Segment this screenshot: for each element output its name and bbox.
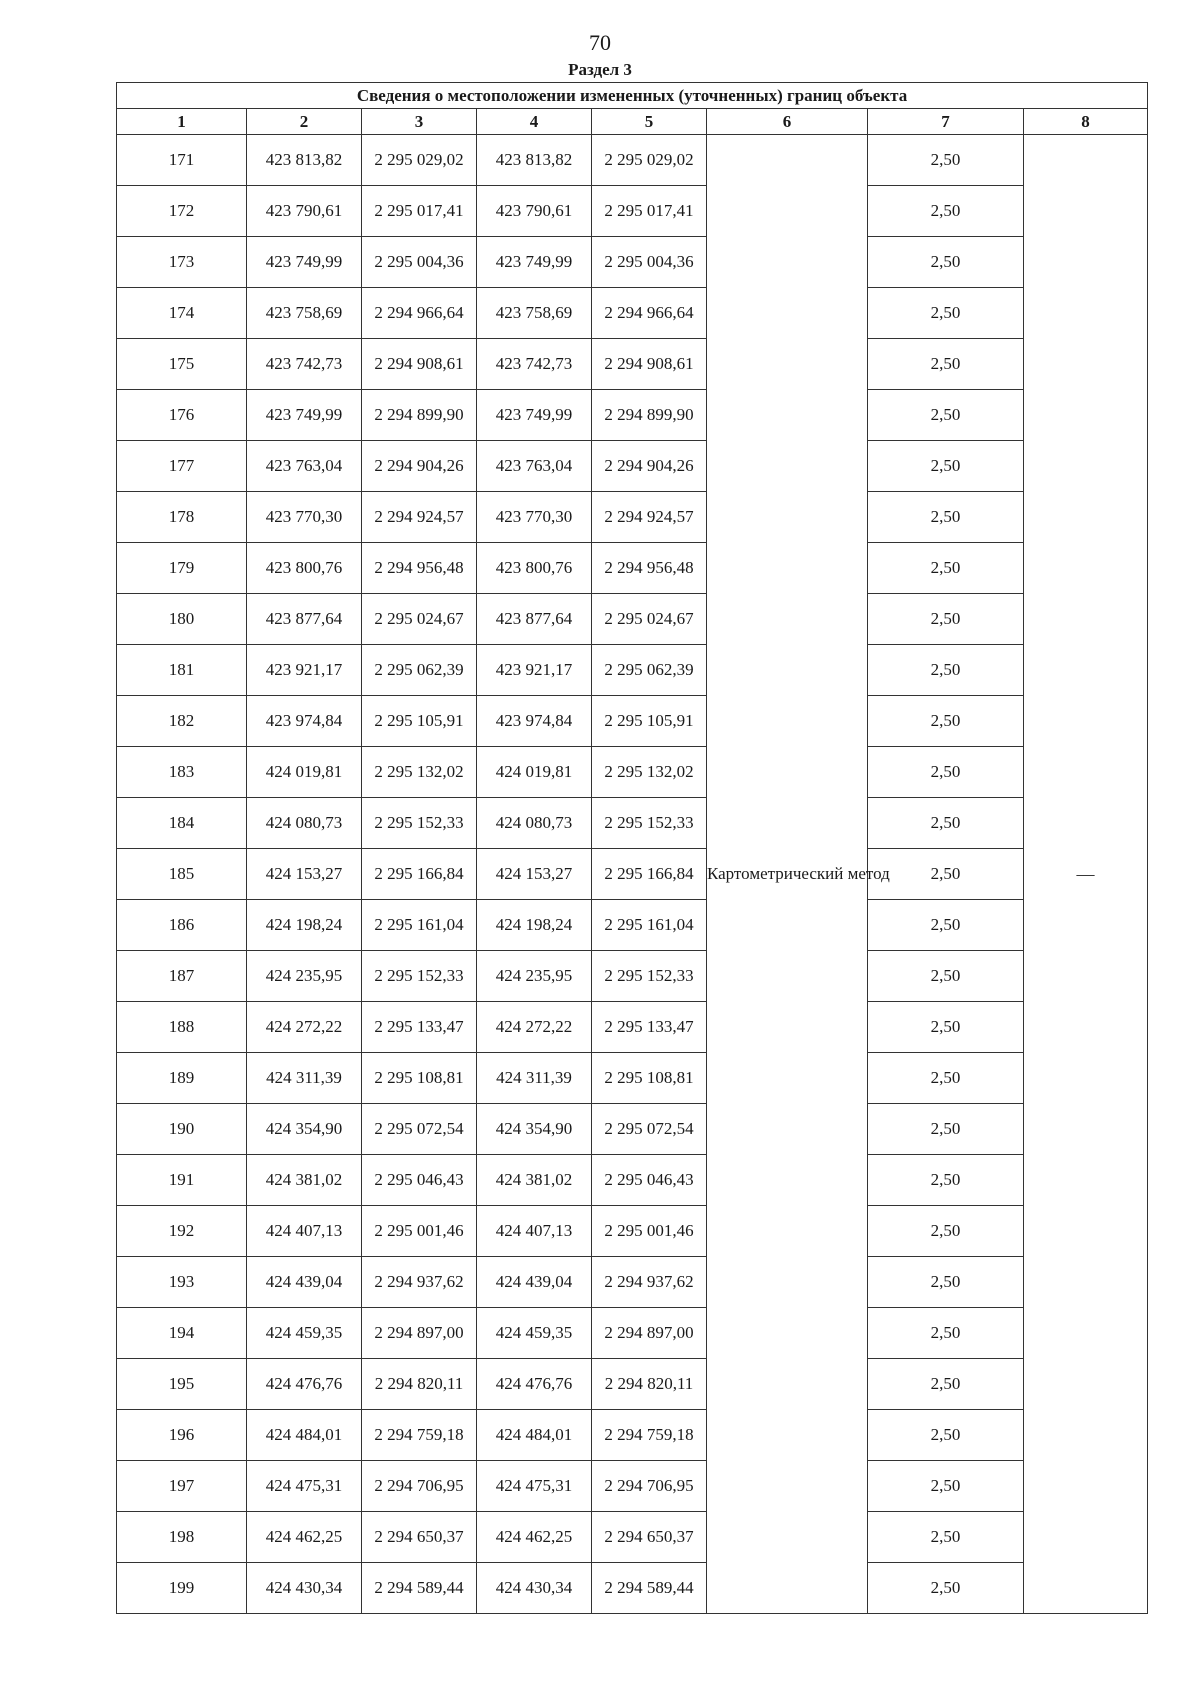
table-row — [117, 1512, 1148, 1563]
y-coordinate-cell: 2 295 072,54 — [362, 1104, 477, 1155]
x-coordinate-cell: 423 742,73 — [477, 339, 592, 390]
point-number-cell: 171 — [117, 135, 247, 186]
y-coordinate-cell: 2 295 046,43 — [592, 1155, 707, 1206]
point-number-cell: 191 — [117, 1155, 247, 1206]
column-header: 5 — [592, 109, 707, 135]
accuracy-cell: 2,50 — [868, 594, 1024, 645]
accuracy-cell: 2,50 — [868, 1104, 1024, 1155]
point-number-cell: 192 — [117, 1206, 247, 1257]
table-row — [117, 1053, 1148, 1104]
y-coordinate-cell: 2 295 024,67 — [592, 594, 707, 645]
y-coordinate-cell: 2 294 924,57 — [362, 492, 477, 543]
accuracy-cell: 2,50 — [868, 186, 1024, 237]
y-coordinate-cell: 2 295 166,84 — [362, 849, 477, 900]
x-coordinate-cell: 423 974,84 — [247, 696, 362, 747]
y-coordinate-cell: 2 294 904,26 — [592, 441, 707, 492]
table-row — [117, 849, 1148, 900]
point-number-cell: 194 — [117, 1308, 247, 1359]
y-coordinate-cell: 2 295 017,41 — [362, 186, 477, 237]
x-coordinate-cell: 423 749,99 — [477, 237, 592, 288]
y-coordinate-cell: 2 294 908,61 — [362, 339, 477, 390]
x-coordinate-cell: 424 459,35 — [477, 1308, 592, 1359]
x-coordinate-cell: 424 198,24 — [247, 900, 362, 951]
table-row — [117, 900, 1148, 951]
x-coordinate-cell: 423 749,99 — [247, 237, 362, 288]
x-coordinate-cell: 424 235,95 — [247, 951, 362, 1002]
y-coordinate-cell: 2 294 966,64 — [592, 288, 707, 339]
point-number-cell: 180 — [117, 594, 247, 645]
x-coordinate-cell: 423 742,73 — [247, 339, 362, 390]
table-row — [117, 237, 1148, 288]
accuracy-cell: 2,50 — [868, 1563, 1024, 1614]
column-header: 1 — [117, 109, 247, 135]
x-coordinate-cell: 424 272,22 — [477, 1002, 592, 1053]
y-coordinate-cell: 2 295 017,41 — [592, 186, 707, 237]
table-row — [117, 1359, 1148, 1410]
accuracy-cell: 2,50 — [868, 696, 1024, 747]
table-row — [117, 1155, 1148, 1206]
table-row — [117, 696, 1148, 747]
point-number-cell: 179 — [117, 543, 247, 594]
table-row — [117, 288, 1148, 339]
accuracy-cell: 2,50 — [868, 1206, 1024, 1257]
x-coordinate-cell: 423 763,04 — [477, 441, 592, 492]
table-caption: Сведения о местоположении измененных (уточненных) границ объекта — [117, 83, 1148, 109]
table-row — [117, 186, 1148, 237]
y-coordinate-cell: 2 295 132,02 — [362, 747, 477, 798]
table-row — [117, 441, 1148, 492]
table-row — [117, 135, 1148, 186]
x-coordinate-cell: 424 272,22 — [247, 1002, 362, 1053]
y-coordinate-cell: 2 294 937,62 — [592, 1257, 707, 1308]
column-header: 2 — [247, 109, 362, 135]
x-coordinate-cell: 423 800,76 — [477, 543, 592, 594]
method-cell: Картометрический метод — [707, 135, 868, 1614]
point-number-cell: 181 — [117, 645, 247, 696]
point-number-cell: 173 — [117, 237, 247, 288]
x-coordinate-cell: 424 476,76 — [477, 1359, 592, 1410]
accuracy-cell: 2,50 — [868, 1002, 1024, 1053]
point-number-cell: 189 — [117, 1053, 247, 1104]
x-coordinate-cell: 423 749,99 — [477, 390, 592, 441]
accuracy-cell: 2,50 — [868, 135, 1024, 186]
accuracy-cell: 2,50 — [868, 1410, 1024, 1461]
point-number-cell: 174 — [117, 288, 247, 339]
y-coordinate-cell: 2 294 956,48 — [592, 543, 707, 594]
accuracy-cell: 2,50 — [868, 1155, 1024, 1206]
x-coordinate-cell: 424 381,02 — [477, 1155, 592, 1206]
y-coordinate-cell: 2 295 152,33 — [362, 951, 477, 1002]
x-coordinate-cell: 424 475,31 — [247, 1461, 362, 1512]
x-coordinate-cell: 424 311,39 — [247, 1053, 362, 1104]
x-coordinate-cell: 424 153,27 — [247, 849, 362, 900]
accuracy-cell: 2,50 — [868, 441, 1024, 492]
column-8-cell: — — [1024, 135, 1148, 1614]
accuracy-cell: 2,50 — [868, 900, 1024, 951]
y-coordinate-cell: 2 295 029,02 — [592, 135, 707, 186]
y-coordinate-cell: 2 295 108,81 — [362, 1053, 477, 1104]
accuracy-cell: 2,50 — [868, 1359, 1024, 1410]
y-coordinate-cell: 2 294 899,90 — [362, 390, 477, 441]
x-coordinate-cell: 423 790,61 — [477, 186, 592, 237]
accuracy-cell: 2,50 — [868, 951, 1024, 1002]
accuracy-cell: 2,50 — [868, 390, 1024, 441]
table-body — [117, 135, 1148, 1614]
x-coordinate-cell: 424 381,02 — [247, 1155, 362, 1206]
table-row — [117, 645, 1148, 696]
x-coordinate-cell: 423 974,84 — [477, 696, 592, 747]
point-number-cell: 190 — [117, 1104, 247, 1155]
accuracy-cell: 2,50 — [868, 798, 1024, 849]
y-coordinate-cell: 2 294 820,11 — [592, 1359, 707, 1410]
table-row — [117, 339, 1148, 390]
x-coordinate-cell: 423 770,30 — [247, 492, 362, 543]
table-row — [117, 1461, 1148, 1512]
x-coordinate-cell: 423 763,04 — [247, 441, 362, 492]
x-coordinate-cell: 423 749,99 — [247, 390, 362, 441]
point-number-cell: 172 — [117, 186, 247, 237]
y-coordinate-cell: 2 295 004,36 — [592, 237, 707, 288]
column-header: 8 — [1024, 109, 1148, 135]
table-row — [117, 1308, 1148, 1359]
accuracy-cell: 2,50 — [868, 645, 1024, 696]
x-coordinate-cell: 424 484,01 — [477, 1410, 592, 1461]
table-row — [117, 951, 1148, 1002]
y-coordinate-cell: 2 295 105,91 — [362, 696, 477, 747]
accuracy-cell: 2,50 — [868, 288, 1024, 339]
x-coordinate-cell: 424 439,04 — [477, 1257, 592, 1308]
table-row — [117, 1257, 1148, 1308]
section-title: Раздел 3 — [568, 60, 632, 79]
point-number-cell: 186 — [117, 900, 247, 951]
x-coordinate-cell: 424 019,81 — [247, 747, 362, 798]
table-row — [117, 492, 1148, 543]
y-coordinate-cell: 2 294 897,00 — [362, 1308, 477, 1359]
accuracy-cell: 2,50 — [868, 1308, 1024, 1359]
accuracy-cell: 2,50 — [868, 1257, 1024, 1308]
y-coordinate-cell: 2 295 161,04 — [362, 900, 477, 951]
x-coordinate-cell: 423 877,64 — [477, 594, 592, 645]
y-coordinate-cell: 2 294 706,95 — [362, 1461, 477, 1512]
column-number-row — [117, 109, 1148, 135]
point-number-cell: 196 — [117, 1410, 247, 1461]
point-number-cell: 177 — [117, 441, 247, 492]
y-coordinate-cell: 2 295 004,36 — [362, 237, 477, 288]
accuracy-cell: 2,50 — [868, 543, 1024, 594]
point-number-cell: 197 — [117, 1461, 247, 1512]
x-coordinate-cell: 424 459,35 — [247, 1308, 362, 1359]
x-coordinate-cell: 424 484,01 — [247, 1410, 362, 1461]
y-coordinate-cell: 2 294 820,11 — [362, 1359, 477, 1410]
y-coordinate-cell: 2 294 937,62 — [362, 1257, 477, 1308]
y-coordinate-cell: 2 295 062,39 — [362, 645, 477, 696]
point-number-cell: 182 — [117, 696, 247, 747]
x-coordinate-cell: 423 770,30 — [477, 492, 592, 543]
point-number-cell: 198 — [117, 1512, 247, 1563]
x-coordinate-cell: 424 462,25 — [247, 1512, 362, 1563]
table-row — [117, 594, 1148, 645]
accuracy-cell: 2,50 — [868, 747, 1024, 798]
x-coordinate-cell: 424 311,39 — [477, 1053, 592, 1104]
point-number-cell: 187 — [117, 951, 247, 1002]
x-coordinate-cell: 424 475,31 — [477, 1461, 592, 1512]
point-number-cell: 184 — [117, 798, 247, 849]
x-coordinate-cell: 424 198,24 — [477, 900, 592, 951]
y-coordinate-cell: 2 294 924,57 — [592, 492, 707, 543]
x-coordinate-cell: 424 430,34 — [247, 1563, 362, 1614]
y-coordinate-cell: 2 294 589,44 — [592, 1563, 707, 1614]
y-coordinate-cell: 2 294 650,37 — [592, 1512, 707, 1563]
accuracy-cell: 2,50 — [868, 849, 1024, 900]
x-coordinate-cell: 424 407,13 — [477, 1206, 592, 1257]
table-row — [117, 798, 1148, 849]
y-coordinate-cell: 2 294 897,00 — [592, 1308, 707, 1359]
x-coordinate-cell: 424 080,73 — [477, 798, 592, 849]
x-coordinate-cell: 423 800,76 — [247, 543, 362, 594]
y-coordinate-cell: 2 295 105,91 — [592, 696, 707, 747]
y-coordinate-cell: 2 294 759,18 — [592, 1410, 707, 1461]
table-row — [117, 543, 1148, 594]
y-coordinate-cell: 2 294 904,26 — [362, 441, 477, 492]
y-coordinate-cell: 2 295 152,33 — [592, 798, 707, 849]
point-number-cell: 176 — [117, 390, 247, 441]
x-coordinate-cell: 423 921,17 — [477, 645, 592, 696]
y-coordinate-cell: 2 295 133,47 — [592, 1002, 707, 1053]
x-coordinate-cell: 424 462,25 — [477, 1512, 592, 1563]
x-coordinate-cell: 424 235,95 — [477, 951, 592, 1002]
column-header: 6 — [707, 109, 868, 135]
y-coordinate-cell: 2 295 062,39 — [592, 645, 707, 696]
y-coordinate-cell: 2 295 001,46 — [362, 1206, 477, 1257]
table-row — [117, 1563, 1148, 1614]
column-header: 4 — [477, 109, 592, 135]
table-row — [117, 1206, 1148, 1257]
x-coordinate-cell: 424 019,81 — [477, 747, 592, 798]
x-coordinate-cell: 424 439,04 — [247, 1257, 362, 1308]
y-coordinate-cell: 2 295 072,54 — [592, 1104, 707, 1155]
y-coordinate-cell: 2 294 589,44 — [362, 1563, 477, 1614]
x-coordinate-cell: 423 813,82 — [477, 135, 592, 186]
point-number-cell: 188 — [117, 1002, 247, 1053]
page-number: 70 — [589, 30, 611, 55]
y-coordinate-cell: 2 295 024,67 — [362, 594, 477, 645]
table-row — [117, 1002, 1148, 1053]
x-coordinate-cell: 424 430,34 — [477, 1563, 592, 1614]
point-number-cell: 178 — [117, 492, 247, 543]
accuracy-cell: 2,50 — [868, 1461, 1024, 1512]
y-coordinate-cell: 2 295 152,33 — [592, 951, 707, 1002]
column-header: 3 — [362, 109, 477, 135]
x-coordinate-cell: 423 790,61 — [247, 186, 362, 237]
table-row — [117, 1410, 1148, 1461]
x-coordinate-cell: 424 354,90 — [247, 1104, 362, 1155]
y-coordinate-cell: 2 294 908,61 — [592, 339, 707, 390]
y-coordinate-cell: 2 294 706,95 — [592, 1461, 707, 1512]
x-coordinate-cell: 424 080,73 — [247, 798, 362, 849]
point-number-cell: 199 — [117, 1563, 247, 1614]
accuracy-cell: 2,50 — [868, 492, 1024, 543]
x-coordinate-cell: 423 758,69 — [247, 288, 362, 339]
accuracy-cell: 2,50 — [868, 339, 1024, 390]
point-number-cell: 195 — [117, 1359, 247, 1410]
y-coordinate-cell: 2 295 166,84 — [592, 849, 707, 900]
x-coordinate-cell: 423 758,69 — [477, 288, 592, 339]
x-coordinate-cell: 424 153,27 — [477, 849, 592, 900]
y-coordinate-cell: 2 294 759,18 — [362, 1410, 477, 1461]
x-coordinate-cell: 424 354,90 — [477, 1104, 592, 1155]
point-number-cell: 175 — [117, 339, 247, 390]
accuracy-cell: 2,50 — [868, 1512, 1024, 1563]
x-coordinate-cell: 424 407,13 — [247, 1206, 362, 1257]
y-coordinate-cell: 2 295 132,02 — [592, 747, 707, 798]
y-coordinate-cell: 2 294 966,64 — [362, 288, 477, 339]
x-coordinate-cell: 423 813,82 — [247, 135, 362, 186]
x-coordinate-cell: 423 921,17 — [247, 645, 362, 696]
table-row — [117, 390, 1148, 441]
accuracy-cell: 2,50 — [868, 1053, 1024, 1104]
table-row — [117, 1104, 1148, 1155]
y-coordinate-cell: 2 295 152,33 — [362, 798, 477, 849]
y-coordinate-cell: 2 294 650,37 — [362, 1512, 477, 1563]
y-coordinate-cell: 2 294 899,90 — [592, 390, 707, 441]
point-number-cell: 185 — [117, 849, 247, 900]
x-coordinate-cell: 424 476,76 — [247, 1359, 362, 1410]
accuracy-cell: 2,50 — [868, 237, 1024, 288]
point-number-cell: 193 — [117, 1257, 247, 1308]
y-coordinate-cell: 2 295 046,43 — [362, 1155, 477, 1206]
y-coordinate-cell: 2 295 161,04 — [592, 900, 707, 951]
y-coordinate-cell: 2 295 029,02 — [362, 135, 477, 186]
point-number-cell: 183 — [117, 747, 247, 798]
y-coordinate-cell: 2 294 956,48 — [362, 543, 477, 594]
table-row — [117, 747, 1148, 798]
y-coordinate-cell: 2 295 001,46 — [592, 1206, 707, 1257]
y-coordinate-cell: 2 295 108,81 — [592, 1053, 707, 1104]
column-header: 7 — [868, 109, 1024, 135]
x-coordinate-cell: 423 877,64 — [247, 594, 362, 645]
coordinates-table — [116, 82, 1148, 1614]
y-coordinate-cell: 2 295 133,47 — [362, 1002, 477, 1053]
